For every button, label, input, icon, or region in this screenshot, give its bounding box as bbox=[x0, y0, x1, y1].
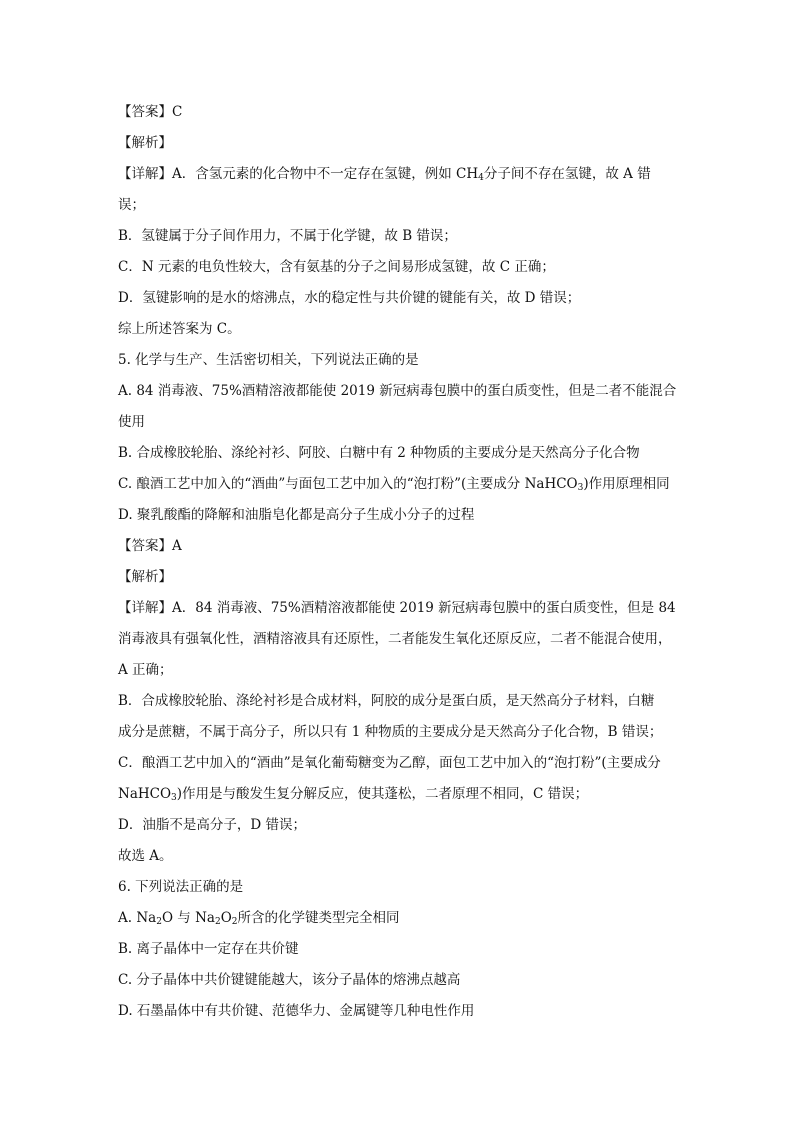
subscript: 3 bbox=[577, 483, 584, 493]
q5-option-c-text-rest: )作用原理相同 bbox=[583, 476, 670, 492]
q6-option-a bbox=[118, 903, 678, 934]
q5-option-a-line1: A. 84 消毒液、75%酒精溶液都能使 2019 新冠病毒包膜中的蛋白质变性，但是二者不能混合 bbox=[118, 383, 677, 399]
q5-detail-d: D．油脂不是高分子，D 错误； bbox=[118, 817, 306, 833]
q5-detail-b-line2: 成分是蔗糖，不属于高分子，所以只有 1 种物质的主要成分是天然高分子化合物，B 错误； bbox=[118, 724, 663, 740]
q6-stem: 6. 下列说法正确的是 bbox=[118, 879, 244, 895]
q5-detail-a-line1: 【详解】A．84 消毒液、75%酒精溶液都能使 2019 新冠病毒包膜中的蛋白质变性，但是 84 bbox=[118, 600, 676, 616]
q4-summary: 综上所述答案为 C。 bbox=[118, 321, 241, 337]
q6-option-a-text: A. Na bbox=[118, 910, 157, 926]
q5-answer: 【答案】A bbox=[118, 538, 182, 554]
q6-option-a-text-rest: 所含的化学键类型完全相同 bbox=[237, 910, 400, 926]
subscript: 2 bbox=[156, 917, 162, 927]
subscript: 2 bbox=[214, 917, 221, 927]
q6-option-b: B. 离子晶体中一定存在共价键 bbox=[118, 941, 299, 957]
q5-stem: 5. 化学与生产、生活密切相关，下列说法正确的是 bbox=[118, 352, 419, 368]
q6-option-a-text-mid: O 与 Na bbox=[161, 910, 215, 926]
q4-detail-a-line1 bbox=[118, 159, 678, 190]
subscript: 4 bbox=[478, 173, 484, 183]
q6-option-d: D. 石墨晶体中有共价键、范德华力、金属键等几种电性作用 bbox=[118, 1003, 475, 1019]
q5-option-c bbox=[118, 469, 678, 500]
q5-option-a-line2: 使用 bbox=[118, 414, 145, 430]
q5-analysis-heading: 【解析】 bbox=[118, 569, 172, 585]
document-page bbox=[118, 97, 678, 1027]
q5-detail-c-line1: C．酿酒工艺中加入的“酒曲”是氧化葡萄糖变为乙醇，面包工艺中加入的“泡打粉”(主要成分 bbox=[118, 755, 661, 771]
subscript: 3 bbox=[171, 793, 177, 803]
q4-detail-c: C．N 元素的电负性较大，含有氨基的分子之间易形成氢键，故 C 正确； bbox=[118, 259, 555, 275]
q5-detail-a-line3: A 正确； bbox=[118, 662, 173, 678]
q4-analysis-heading: 【解析】 bbox=[118, 135, 172, 151]
q5-option-b: B. 合成橡胶轮胎、涤纶衬衫、阿胶、白糖中有 2 种物质的主要成分是天然高分子化合物 bbox=[118, 445, 640, 461]
q6-option-c: C. 分子晶体中共价键键能越大，该分子晶体的熔沸点越高 bbox=[118, 972, 461, 988]
q5-summary: 故选 A。 bbox=[118, 848, 173, 864]
q5-detail-a-line2: 消毒液具有强氧化性，酒精溶液具有还原性，二者能发生氧化还原反应，二者不能混合使用， bbox=[118, 631, 672, 647]
q4-detail-b: B．氢键属于分子间作用力，不属于化学键，故 B 错误； bbox=[118, 228, 457, 244]
q5-detail-b-line1: B．合成橡胶轮胎、涤纶衬衫是合成材料，阿胶的成分是蛋白质，是天然高分子材料，白糖 bbox=[118, 693, 655, 709]
q5-detail-c-formula: NaHCO bbox=[118, 786, 172, 802]
q5-option-c-text: C. 酿酒工艺中加入的“酒曲”与面包工艺中加入的“泡打粉”(主要成分 NaHCO bbox=[118, 476, 578, 492]
q5-detail-c-line2 bbox=[118, 779, 678, 810]
q4-answer: 【答案】C bbox=[118, 104, 183, 120]
q5-option-d: D. 聚乳酸酯的降解和油脂皂化都是高分子生成小分子的过程 bbox=[118, 507, 475, 523]
q4-detail-a-line2: 误； bbox=[118, 197, 145, 213]
subscript: 2 bbox=[231, 917, 238, 927]
q4-detail-d: D．氢键影响的是水的熔沸点，水的稳定性与共价键的键能有关，故 D 错误； bbox=[118, 290, 581, 306]
q6-option-a-text-mid2: O bbox=[220, 910, 232, 926]
q5-detail-c-text-rest: )作用是与酸发生复分解反应，使其蓬松，二者原理不相同，C 错误； bbox=[176, 786, 589, 802]
q4-detail-a-text: 【详解】A．含氢元素的化合物中不一定存在氢键，例如 CH bbox=[118, 166, 479, 182]
q4-detail-a-text-rest: 分子间不存在氢键，故 A 错 bbox=[483, 166, 651, 182]
